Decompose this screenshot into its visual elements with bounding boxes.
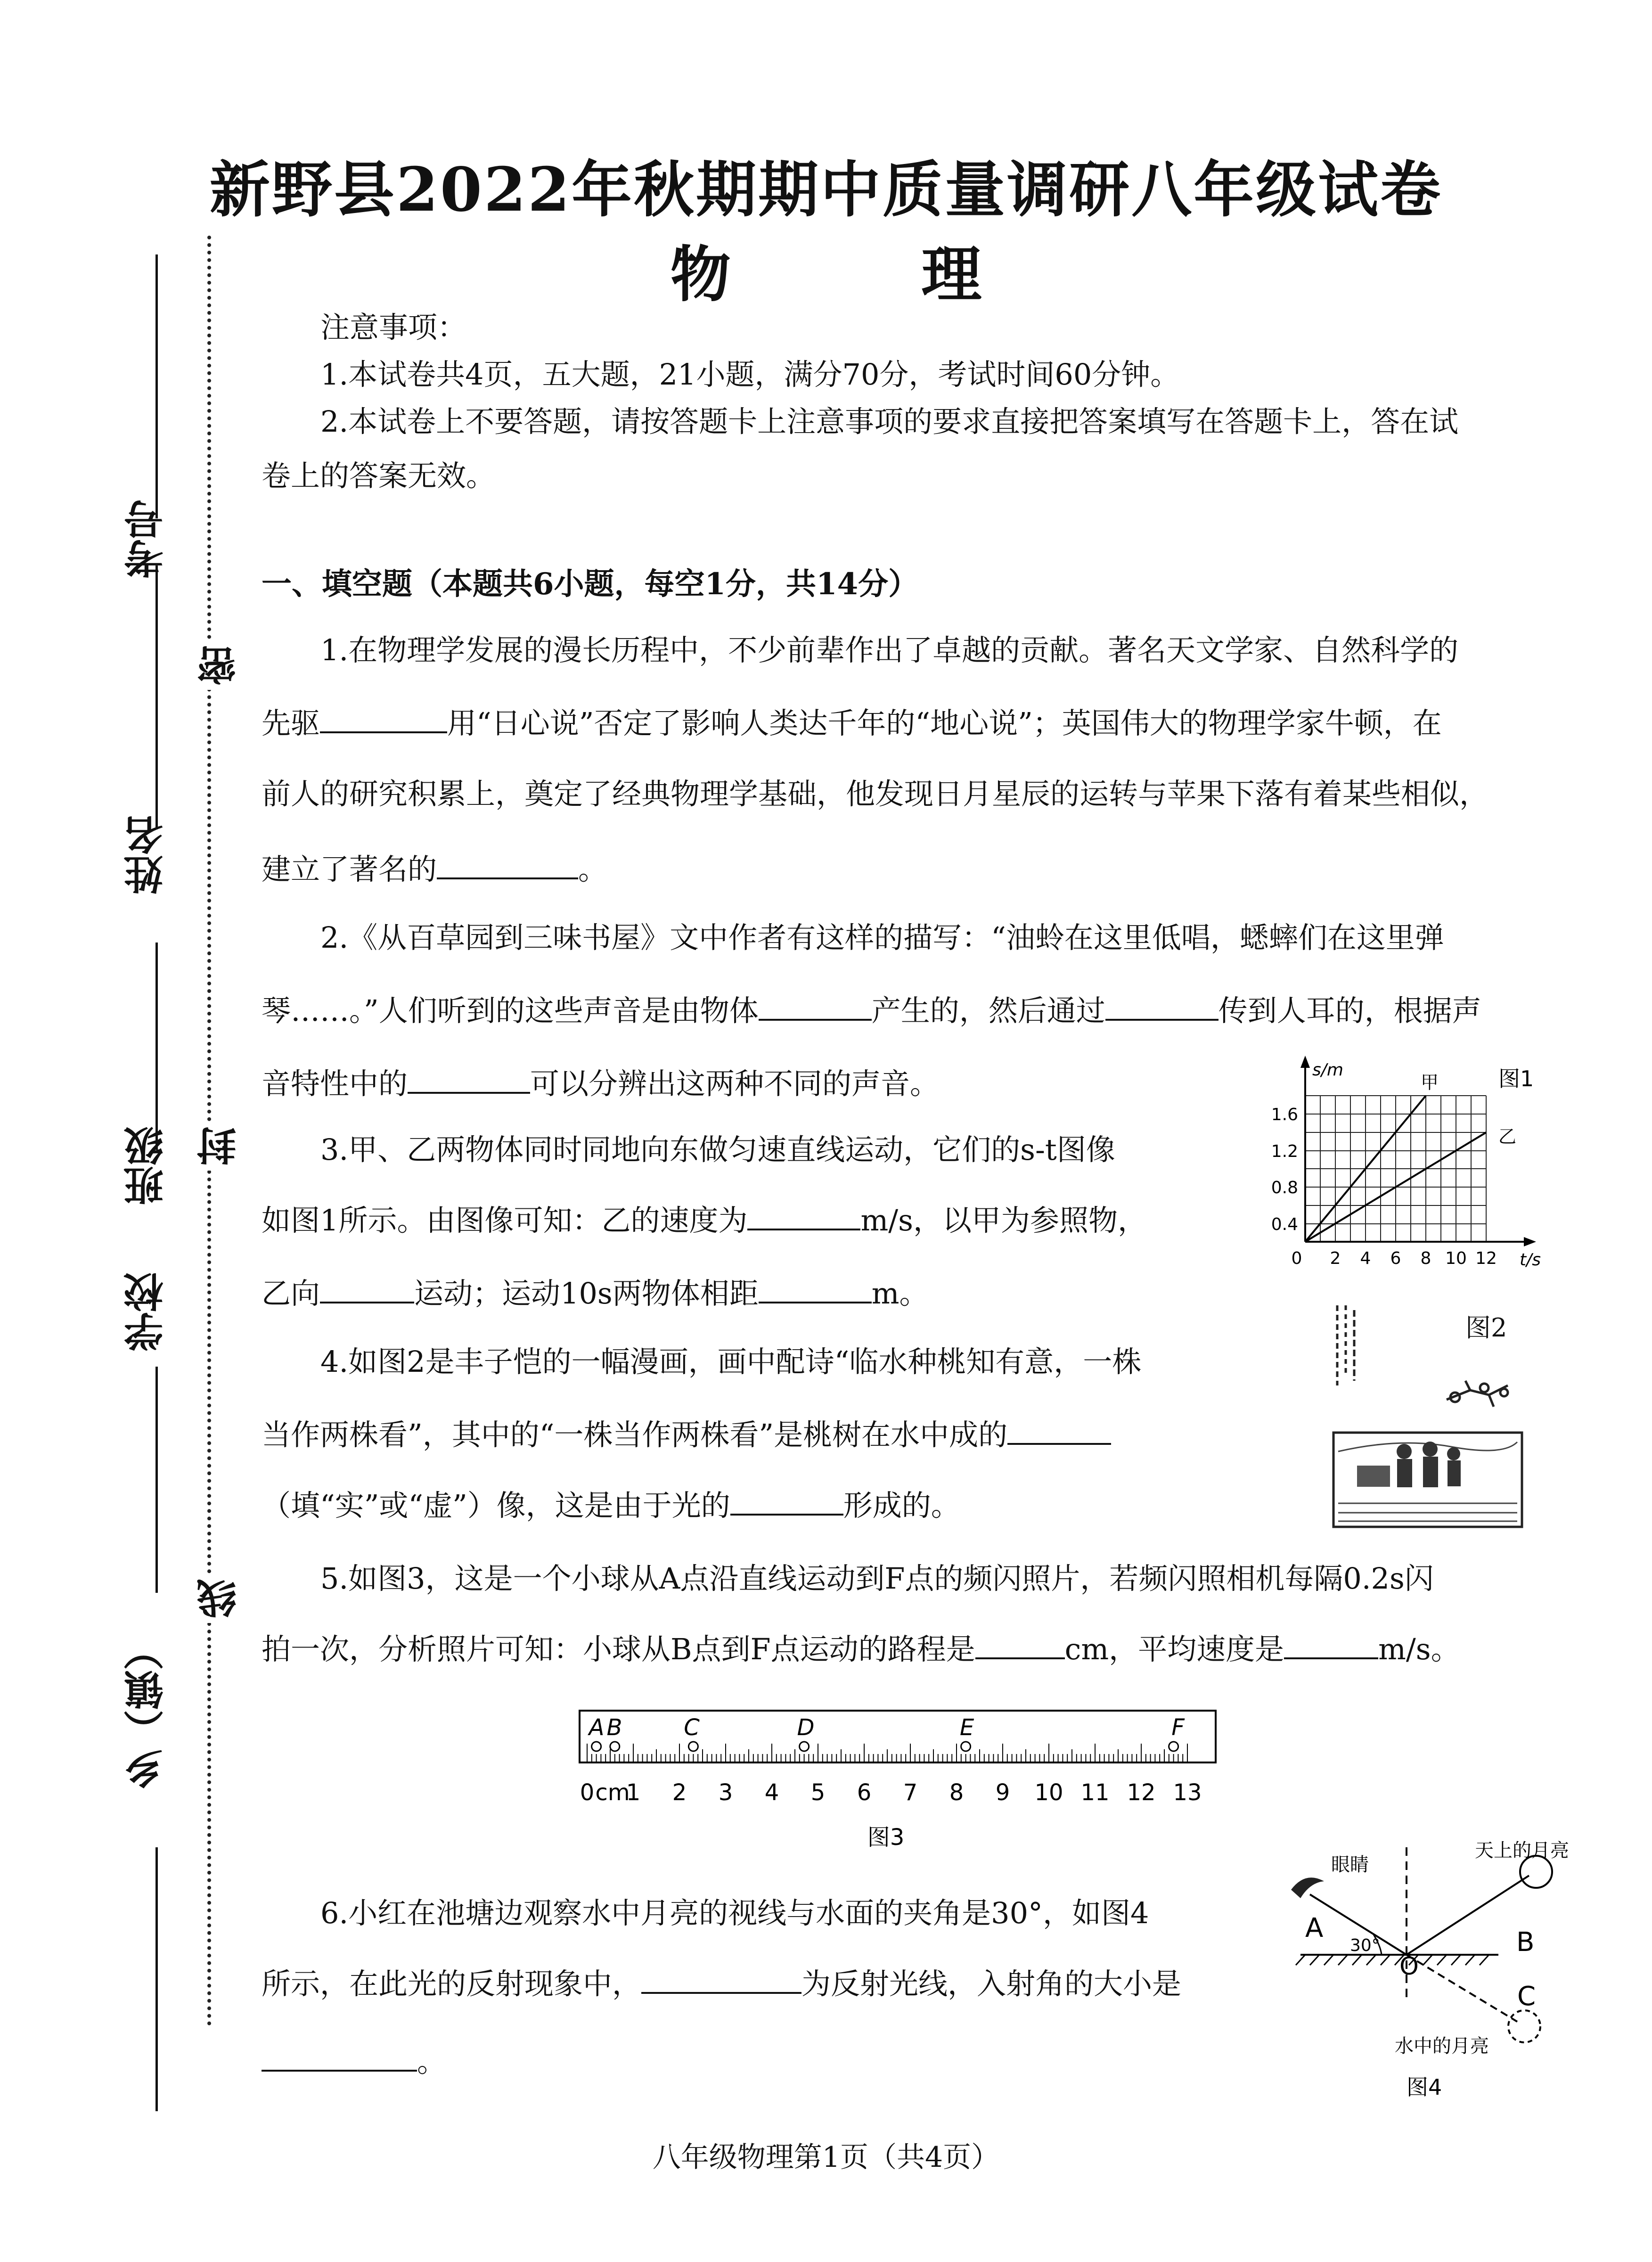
fig1-ytick-0: 0.4	[1271, 1215, 1298, 1234]
fig2-peach-tree	[1447, 1381, 1508, 1407]
q5-l2b: cm，平均速度是	[1064, 1632, 1284, 1666]
fig3-ball-B	[610, 1742, 620, 1751]
fig3-point-C: C	[684, 1714, 700, 1741]
q3-blank-3[interactable]	[759, 1273, 872, 1303]
fig1-xtick-0: 0	[1291, 1249, 1302, 1268]
mi-label: 密	[191, 641, 248, 690]
fig2-poem-inscription	[1337, 1305, 1354, 1385]
kaohao-label: 考号	[123, 500, 170, 579]
fig3-tick-6: 6	[857, 1779, 872, 1806]
fig1-yticks	[1271, 1105, 1298, 1234]
fig4-eye-label: 眼睛	[1331, 1854, 1369, 1876]
fig4-ray-OC	[1407, 1955, 1517, 2022]
q6-line-2	[262, 1963, 1181, 2005]
q6-l2a: 所示，在此光的反射现象中，	[262, 1967, 642, 2001]
q6-line-1: 6.小红在池塘边观察水中月亮的视线与水面的夹角是30°，如图4	[320, 1896, 1149, 1930]
fig1-series-jia-label: 甲	[1421, 1072, 1439, 1093]
fig4-angle-label: 30°	[1350, 1936, 1380, 1955]
fig3-label: 图3	[867, 1824, 905, 1851]
q1-l2b: 用“日心说”否定了影响人类达千年的“地心说”；英国伟大的物理学家牛顿，在	[447, 706, 1442, 740]
fig3-point-F: F	[1171, 1714, 1185, 1741]
q4-blank-1[interactable]	[1007, 1415, 1111, 1445]
q4-line-2	[262, 1414, 1111, 1456]
fig3-unit: cm	[595, 1779, 630, 1806]
q6-blank-2[interactable]	[262, 2041, 417, 2072]
q4-line-1: 4.如图2是丰子恺的一幅漫画，画中配诗“临水种桃知有意，一株	[320, 1344, 1142, 1379]
fig3-point-labels	[588, 1714, 1186, 1741]
q2-l2b: 产生的，然后通过	[871, 993, 1105, 1028]
q5-line-2	[262, 1628, 1460, 1671]
figure-3-ruler	[565, 1701, 1235, 1857]
xingming-field-line	[155, 566, 158, 829]
fig3-point-D: D	[797, 1714, 815, 1741]
fig3-tick-7: 7	[903, 1779, 918, 1806]
q4-l3a: （填“实”或“虚”）像，这是由于光的	[262, 1488, 730, 1523]
q2-blank-2[interactable]	[1105, 991, 1219, 1021]
q1-line-3: 前人的研究积累上，奠定了经典物理学基础，他发现日月星辰的运转与苹果下落有着某些相似，	[262, 777, 1489, 811]
fig3-point-A: A	[589, 1714, 605, 1741]
q1-l2a: 先驱	[262, 706, 320, 740]
q1-line-1: 1.在物理学发展的漫长历程中，不少前辈作出了卓越的贡献。著名天文学家、自然科学的	[320, 633, 1459, 667]
fig1-ytick-2: 1.2	[1271, 1142, 1298, 1161]
fig4-moon-sky-label: 天上的月亮	[1475, 1840, 1569, 1861]
q2-blank-1[interactable]	[759, 991, 872, 1021]
notice-heading: 注意事项：	[320, 310, 467, 344]
fig1-x-arrow	[1524, 1237, 1536, 1246]
fig3-tick-11: 11	[1080, 1779, 1110, 1806]
q2-line-1: 2.《从百草园到三味书屋》文中作者有这样的描写：“油蛉在这里低唱，蟋蟀们在这里弹	[320, 920, 1444, 955]
q3-l3a: 乙向	[262, 1276, 320, 1311]
fig4-moon-water-icon	[1508, 2010, 1540, 2042]
fig4-ray-OB	[1407, 1876, 1529, 1955]
page-footer: 八年级物理第1页（共4页）	[652, 2141, 1000, 2174]
q1-blank-2[interactable]	[437, 849, 578, 879]
q3-line-2	[262, 1199, 1147, 1242]
fig3-point-E: E	[959, 1714, 974, 1741]
fig1-label: 图1	[1498, 1066, 1534, 1091]
fig3-tick-12: 12	[1127, 1779, 1156, 1806]
q4-blank-2[interactable]	[730, 1485, 843, 1516]
fig1-xtick-5: 10	[1445, 1249, 1467, 1268]
q4-l2: 当作两株看”，其中的“一株当作两株看”是桃树在水中成的	[262, 1418, 1008, 1452]
q5-l2a: 拍一次，分析照片可知：小球从B点到F点运动的路程是	[262, 1632, 975, 1666]
q5-blank-2[interactable]	[1284, 1629, 1378, 1659]
xingming-label: 姓名	[123, 815, 170, 894]
fig3-tick-9: 9	[995, 1779, 1010, 1806]
fig1-grid	[1305, 1096, 1486, 1242]
q3-l3b: 运动；运动10s两物体相距	[414, 1276, 759, 1311]
fig1-ylabel: s/m	[1312, 1060, 1343, 1080]
xiangzhen-field-line	[155, 1847, 158, 2111]
fig3-ticks	[587, 1744, 1187, 1762]
fig4-point-C: C	[1517, 1981, 1536, 2012]
q5-line-1: 5.如图3，这是一个小球从A点沿直线运动到F点的频闪照片，若频闪照相机每隔0.2s闪	[320, 1561, 1434, 1596]
figure-4-reflection	[1272, 1838, 1602, 2102]
q1-line-2	[262, 702, 1442, 745]
q3-blank-2[interactable]	[320, 1273, 414, 1303]
q3-line-1: 3.甲、乙两物体同时同地向东做匀速直线运动，它们的s-t图像	[320, 1132, 1115, 1167]
fig1-series-yi-label: 乙	[1498, 1126, 1517, 1147]
fig1-xticks	[1292, 1249, 1497, 1268]
figure-2-label: 图2	[1465, 1313, 1507, 1343]
exam-title: 新野县2022年秋期期中质量调研八年级试卷	[209, 155, 1443, 225]
notice-item-2b: 卷上的答案无效。	[262, 459, 496, 493]
q3-l3c: m。	[871, 1276, 929, 1311]
fig3-tick-8: 8	[949, 1779, 964, 1806]
q2-l3b: 可以分辨出这两种不同的声音。	[530, 1066, 940, 1101]
q2-line-3	[262, 1063, 939, 1105]
q6-blank-1[interactable]	[641, 1964, 801, 1994]
fig1-xtick-1: 2	[1330, 1249, 1341, 1268]
q2-l3a: 音特性中的	[262, 1066, 408, 1101]
fig3-tick-10: 10	[1034, 1779, 1063, 1806]
fig3-tick-3: 3	[718, 1779, 733, 1806]
q5-blank-1[interactable]	[975, 1629, 1065, 1659]
xuexiao-field-line	[155, 1367, 158, 1593]
q2-blank-3[interactable]	[408, 1064, 530, 1094]
q3-l2b: m/s，以甲为参照物，	[860, 1203, 1147, 1238]
q1-blank-1[interactable]	[320, 703, 447, 733]
fig3-tick-5: 5	[810, 1779, 826, 1806]
fig4-surface-hatching	[1296, 1955, 1489, 1965]
fig1-ytick-1: 0.8	[1271, 1178, 1298, 1197]
q3-line-3	[262, 1272, 929, 1315]
binding-margin	[71, 236, 250, 2026]
q4-l3b: 形成的。	[843, 1488, 960, 1523]
xiangzhen-label: 乡（镇）	[123, 1631, 170, 1789]
fig3-tick-0: 0	[580, 1779, 595, 1806]
fig4-point-O: O	[1399, 1952, 1419, 1981]
xian-label: 线	[191, 1574, 248, 1623]
q2-l2a: 琴……。”人们听到的这些声音是由物体	[262, 993, 759, 1028]
notice-item-1: 1.本试卷共4页，五大题，21小题，满分70分，考试时间60分钟。	[320, 357, 1180, 392]
notice-item-2a: 2.本试卷上不要答题，请按答题卡上注意事项的要求直接把答案填写在答题卡上，答在试	[320, 404, 1459, 439]
xuexiao-label: 学校	[123, 1272, 170, 1352]
fig4-point-B: B	[1516, 1927, 1535, 1958]
q1-line-4	[262, 848, 607, 891]
q6-line-3	[262, 2041, 446, 2083]
fig3-tick-1: 1	[626, 1779, 641, 1806]
fig1-xlabel: t/s	[1520, 1250, 1541, 1270]
section-1-heading: 一、填空题（本题共6小题，每空1分，共14分）	[262, 566, 919, 602]
q3-l2a: 如图1所示。由图像可知：乙的速度为	[262, 1203, 748, 1238]
fig1-y-arrow	[1300, 1056, 1310, 1068]
banji-label: 班级	[123, 1126, 170, 1205]
subject-title: 物 理	[670, 239, 1067, 310]
fig3-point-B: B	[606, 1714, 622, 1741]
figure-2-cartoon	[1329, 1296, 1527, 1532]
fig4-label: 图4	[1407, 2074, 1442, 2100]
fig3-tick-4: 4	[764, 1779, 779, 1806]
q4-line-3	[262, 1484, 960, 1527]
banji-field-line	[155, 942, 158, 1150]
fig1-xtick-4: 8	[1420, 1249, 1431, 1268]
fig3-tick-13: 13	[1173, 1779, 1202, 1806]
fig4-moon-water-label: 水中的月亮	[1395, 2035, 1489, 2057]
feng-label: 封	[191, 1122, 248, 1171]
figure-1-st-graph	[1253, 1051, 1560, 1277]
fig3-tick-labels	[580, 1779, 1202, 1806]
fig3-ball-C	[688, 1742, 698, 1751]
fig1-xtick-2: 4	[1360, 1249, 1371, 1268]
q2-l2c: 传到人耳的，根据声	[1218, 993, 1481, 1028]
fig1-ytick-3: 1.6	[1271, 1105, 1298, 1124]
q3-blank-1[interactable]	[747, 1200, 860, 1230]
q6-l2b: 为反射光线，入射角的大小是	[801, 1967, 1182, 2001]
q6-l3: 。	[417, 2044, 447, 2079]
q5-l2c: m/s。	[1378, 1632, 1460, 1666]
fig3-tick-2: 2	[672, 1779, 687, 1806]
q1-l4b: 。	[578, 852, 608, 886]
fig3-ball-F	[1169, 1742, 1178, 1751]
fig1-xtick-6: 12	[1475, 1249, 1497, 1268]
q2-line-2	[262, 990, 1481, 1032]
fig3-ball-A	[592, 1742, 601, 1751]
fig3-ball-E	[961, 1742, 971, 1751]
fig1-xtick-3: 6	[1390, 1249, 1401, 1268]
fig3-ball-D	[800, 1742, 809, 1751]
fig4-eye-icon	[1291, 1877, 1324, 1898]
q1-l4a: 建立了著名的	[262, 852, 437, 886]
fig2-people	[1357, 1442, 1461, 1487]
fig4-point-A: A	[1305, 1913, 1324, 1943]
